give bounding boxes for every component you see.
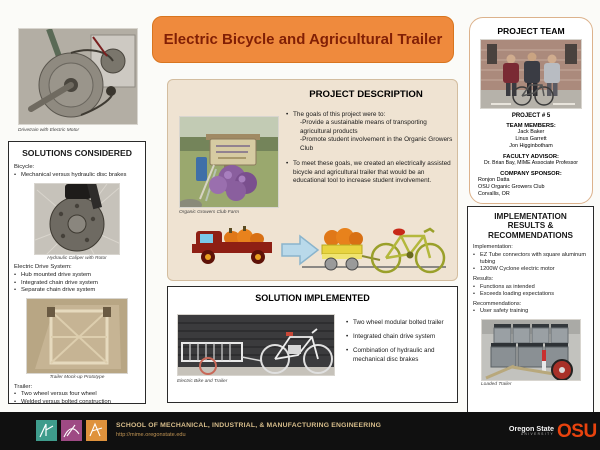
solution-bullet: • Two wheel modular bolted trailer xyxy=(346,319,452,327)
member-name: Linus Garrett xyxy=(515,136,547,143)
drive-item: • Separate chain drive system xyxy=(14,287,140,295)
project-team-section xyxy=(469,17,593,204)
drivetrain-caption: Drivetrain with Electric Motor xyxy=(18,128,80,133)
trailer-item: • Welded versus bolted construction xyxy=(14,399,140,407)
sponsor-line: Ronjon Datta xyxy=(478,176,510,183)
mime-logo-teal-icon xyxy=(36,420,57,441)
project-description-section xyxy=(167,79,458,281)
implementation-heading: IMPLEMENTATION RESULTS & RECOMMENDATIONS xyxy=(488,212,573,240)
team-illustration xyxy=(481,40,582,109)
trailer-mockup-caption: Trailer Mock-up Prototype xyxy=(49,374,105,380)
solution-implemented-section xyxy=(167,286,458,403)
farm-caption: Organic Growers Club Farm xyxy=(179,210,239,215)
oregon-state-wordmark: Oregon State UNIVERSITY xyxy=(508,424,554,437)
truck-icon xyxy=(192,226,272,264)
sponsor-line: Corvallis, OR xyxy=(478,190,510,197)
member-name: Jack Baker xyxy=(517,129,545,135)
recommendations-item: • User safety training xyxy=(473,308,588,315)
loaded-trailer-illustration xyxy=(482,320,581,381)
solution-bullet: • Combination of hydraulic and mechanical disc brakes xyxy=(346,347,452,363)
solutions-considered-section xyxy=(8,141,146,404)
mime-logo-purple-icon xyxy=(61,420,82,441)
caliper-photo xyxy=(34,183,120,255)
member-name: Jon Higginbotham xyxy=(509,143,553,150)
goal-sub: -Provide a sustainable means of transporting agricultural products xyxy=(300,119,427,135)
drivetrain-photo xyxy=(18,28,138,125)
caliper-caption: Hydraulic Caliper with Rotor xyxy=(47,255,107,261)
goal-intro: • The goals of this project were to: xyxy=(286,111,454,119)
truck-to-bike-illustration xyxy=(174,214,452,276)
solutions-heading: SOLUTIONS CONSIDERED xyxy=(22,148,132,158)
description-bullets xyxy=(286,111,454,186)
team-heading: PROJECT TEAM xyxy=(497,26,565,36)
bicycle-label: Bicycle: xyxy=(14,164,35,171)
trailer-mockup-photo xyxy=(26,298,128,374)
osu-logo: OSU xyxy=(557,421,597,442)
arrow-right-icon xyxy=(282,236,318,264)
caliper-illustration xyxy=(35,184,120,255)
trailer-mockup-illustration xyxy=(27,299,128,374)
sponsor-info xyxy=(470,177,592,198)
solution-bullet: • Integrated chain drive system xyxy=(346,333,452,341)
trailer-item: • Two wheel versus four wheel xyxy=(14,391,140,399)
loaded-trailer-photo xyxy=(481,319,581,381)
poster-title-banner xyxy=(152,16,454,63)
sponsor-line: OSU Organic Growers Club xyxy=(478,183,545,190)
loaded-trailer-caption: Loaded Trailer xyxy=(481,381,512,387)
drivetrain-illustration xyxy=(19,29,138,125)
school-url: http://mime.oregonstate.edu xyxy=(116,432,186,438)
electric-bike-photo xyxy=(177,314,335,376)
goal-summary: • To meet these goals, we created an electrically assisted bicycle and agricultural trailer that would be an educational tool to increase student involvement. xyxy=(286,160,454,185)
goal-sub: -Promote student involvement in the Organic Growers Club xyxy=(300,136,453,152)
electric-bike-caption: Electric Bike and Trailer xyxy=(177,379,228,384)
advisor-label: FACULTY ADVISOR: xyxy=(503,154,559,161)
implementation-item: • 1200W Cyclone electric motor xyxy=(473,266,588,273)
drive-label: Electric Drive System: xyxy=(14,264,72,271)
team-photo xyxy=(480,39,582,109)
school-name: SCHOOL OF MECHANICAL, INDUSTRIAL, & MANUFACTURING ENGINEERING xyxy=(116,422,382,429)
members-label: TEAM MEMBERS: xyxy=(506,123,556,129)
results-item: • Exceeds loading expectations xyxy=(473,291,588,298)
project-description-heading: PROJECT DESCRIPTION xyxy=(309,89,423,100)
solution-bullets xyxy=(346,319,452,370)
solution-heading: SOLUTION IMPLEMENTED xyxy=(255,293,370,303)
implementation-item: • EZ Tube connectors with square aluminum tubing xyxy=(473,252,588,267)
drive-item: • Integrated chain drive system xyxy=(14,280,140,288)
sponsor-label: COMPANY SPONSOR: xyxy=(500,170,562,177)
drive-item: • Hub mounted drive system xyxy=(14,272,140,280)
trailer-label: Trailer: xyxy=(14,383,33,390)
results-label: Results: xyxy=(473,276,494,283)
poster-title: Electric Bicycle and Agricultural Trailer xyxy=(163,31,443,48)
project-number: PROJECT # 5 xyxy=(511,113,551,119)
implementation-section xyxy=(467,206,594,416)
recommendations-label: Recommendations: xyxy=(473,301,522,308)
bicycle-item: • Mechanical versus hydraulic disc brakes xyxy=(14,172,140,180)
farm-illustration xyxy=(180,117,279,208)
advisor-name: Dr. Brian Bay, MIME Associate Professor xyxy=(484,160,578,167)
footer-bar xyxy=(0,412,600,450)
results-item: • Functions as intended xyxy=(473,284,588,291)
bike-and-trailer-icon xyxy=(322,228,444,272)
implementation-label: Implementation: xyxy=(473,244,513,251)
farm-photo xyxy=(179,116,279,208)
mime-logo-orange-icon xyxy=(86,420,107,441)
electric-bike-illustration xyxy=(178,315,335,376)
